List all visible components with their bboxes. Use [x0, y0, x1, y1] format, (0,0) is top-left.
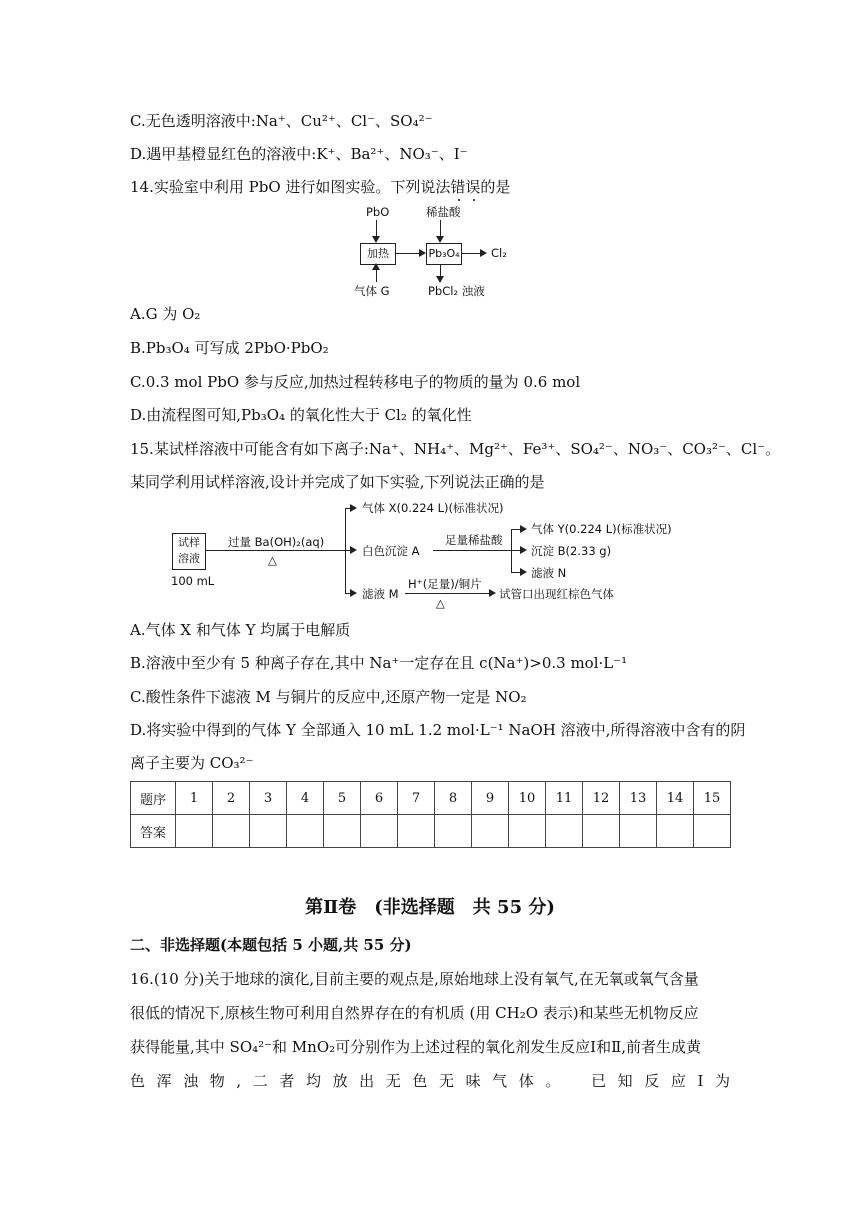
q14-option-b: B.Pb₃O₄ 可写成 2PbO·PbO₂ [130, 339, 329, 357]
answer-table-number: 13 [620, 782, 657, 815]
q15-label-result: 试管口出现红棕色气体 [499, 587, 614, 601]
q15-option-b: B.溶液中至少有 5 种离子存在,其中 Na⁺一定存在且 c(Na⁺)>0.3 mol·L⁻¹ [130, 654, 628, 672]
q15-option-d-line-2: 离子主要为 CO₃²⁻ [130, 754, 254, 772]
answer-cell[interactable] [583, 815, 620, 848]
answer-table [130, 781, 731, 848]
answer-table-number: 6 [361, 782, 398, 815]
q15-label-heat: △ [268, 553, 277, 567]
q14-label-pbo: PbO [366, 205, 390, 219]
answer-table-number: 3 [250, 782, 287, 815]
q14-stem-pre: 14.实验室中利用 PbO 进行如图实验。下列说法 [130, 178, 451, 196]
answer-table-number: 8 [435, 782, 472, 815]
answer-table-answer-row [131, 815, 731, 848]
q15-label-acid: 足量稀盐酸 [445, 533, 503, 547]
answer-cell[interactable] [361, 815, 398, 848]
q14-box-pb3o4: Pb₃O₄ [426, 243, 462, 265]
answer-table-number: 9 [472, 782, 509, 815]
q14-option-a: A.G 为 O₂ [130, 305, 201, 323]
answer-cell[interactable] [398, 815, 435, 848]
q14-label-gas: 气体 G [354, 284, 390, 298]
q15-label-precip-b: 沉淀 B(2.33 g) [531, 544, 612, 558]
q15-option-c: C.酸性条件下滤液 M 与铜片的反应中,还原产物一定是 NO₂ [130, 688, 527, 706]
answer-table-header-row [131, 782, 731, 815]
q14-stem-post: 的是 [480, 178, 511, 196]
answer-table-number: 5 [324, 782, 361, 815]
q13-option-d: D.遇甲基橙显红色的溶液中:K⁺、Ba²⁺、NO₃⁻、I⁻ [130, 145, 468, 163]
q14-stem-emphasis-2: 误 [465, 178, 481, 196]
q16-line-1: 16.(10 分)关于地球的演化,目前主要的观点是,原始地球上没有氧气,在无氧或氧气含量 [130, 970, 699, 988]
answer-cell[interactable] [694, 815, 731, 848]
q14-option-d: D.由流程图可知,Pb₃O₄ 的氧化性大于 Cl₂ 的氧化性 [130, 406, 472, 424]
answer-cell[interactable] [620, 815, 657, 848]
answer-table-number: 15 [694, 782, 731, 815]
q14-box-heat: 加热 [360, 243, 396, 265]
q15-label-reagent: 过量 Ba(OH)₂(aq) [228, 535, 325, 549]
answer-cell[interactable] [472, 815, 509, 848]
answer-cell[interactable] [250, 815, 287, 848]
q15-label-h-cu: H⁺(足量)/铜片 [408, 577, 482, 591]
answer-cell[interactable] [546, 815, 583, 848]
section-2-title: 第Ⅱ卷 (非选择题 共 55 分) [305, 897, 555, 918]
q15-label-volume: 100 mL [171, 574, 215, 588]
q15-label-filtrate-n: 滤液 N [531, 566, 567, 580]
answer-table-number: 12 [583, 782, 620, 815]
q16-line-4: 色浑浊物,二者均放出无色无味气体。 已知反应Ⅰ为 [130, 1072, 730, 1090]
q15-option-a: A.气体 X 和气体 Y 均属于电解质 [130, 621, 351, 639]
q15-label-heat-2: △ [436, 596, 445, 610]
answer-cell[interactable] [324, 815, 361, 848]
answer-cell[interactable] [509, 815, 546, 848]
answer-table-row1-label: 题序 [131, 782, 176, 815]
q15-label-gas-x: 气体 X(0.224 L)(标准状况) [362, 501, 504, 515]
q14-stem-emphasis-1: 错 [450, 178, 466, 196]
q15-label-gas-y: 气体 Y(0.224 L)(标准状况) [531, 522, 672, 536]
section-2-heading: 二、非选择题(本题包括 5 小题,共 55 分) [130, 936, 412, 954]
answer-table-number: 10 [509, 782, 546, 815]
q14-label-turbid: PbCl₂ 浊液 [428, 284, 485, 298]
answer-table-number: 4 [287, 782, 324, 815]
answer-cell[interactable] [435, 815, 472, 848]
answer-table-number: 1 [176, 782, 213, 815]
q14-label-cl2: Cl₂ [491, 246, 507, 260]
q15-option-d-line-1: D.将实验中得到的气体 Y 全部通入 10 mL 1.2 mol·L⁻¹ NaOH 溶液中,所得溶液中含有的阴 [130, 721, 746, 739]
answer-table-number: 2 [213, 782, 250, 815]
q16-line-2: 很低的情况下,原核生物可利用自然界存在的有机质 (用 CH₂O 表示)和某些无机物反应 [130, 1004, 699, 1022]
q15-label-precip-a: 白色沉淀 A [362, 544, 420, 558]
answer-table-number: 11 [546, 782, 583, 815]
answer-cell[interactable] [287, 815, 324, 848]
q15-label-filtrate-m: 滤液 M [362, 587, 399, 601]
q13-option-c: C.无色透明溶液中:Na⁺、Cu²⁺、Cl⁻、SO₄²⁻ [130, 112, 433, 130]
answer-cell[interactable] [657, 815, 694, 848]
answer-table-number: 14 [657, 782, 694, 815]
q15-stem-line-1: 15.某试样溶液中可能含有如下离子:Na⁺、NH₄⁺、Mg²⁺、Fe³⁺、SO₄²⁻、NO₃⁻、CO₃²⁻、Cl⁻。 [130, 440, 781, 458]
q16-line-3: 获得能量,其中 SO₄²⁻和 MnO₂可分别作为上述过程的氧化剂发生反应Ⅰ和Ⅱ,前者生成黄 [130, 1038, 702, 1056]
q14-option-c: C.0.3 mol PbO 参与反应,加热过程转移电子的物质的量为 0.6 mol [130, 373, 581, 391]
answer-cell[interactable] [176, 815, 213, 848]
answer-table-row2-label: 答案 [131, 815, 176, 848]
q14-label-acid: 稀盐酸 [426, 205, 461, 219]
answer-cell[interactable] [213, 815, 250, 848]
q15-box-sample: 试样 溶液 [172, 533, 206, 570]
q15-stem-line-2: 某同学利用试样溶液,设计并完成了如下实验,下列说法正确的是 [130, 473, 545, 491]
q14-stem [130, 177, 510, 197]
answer-table-number: 7 [398, 782, 435, 815]
